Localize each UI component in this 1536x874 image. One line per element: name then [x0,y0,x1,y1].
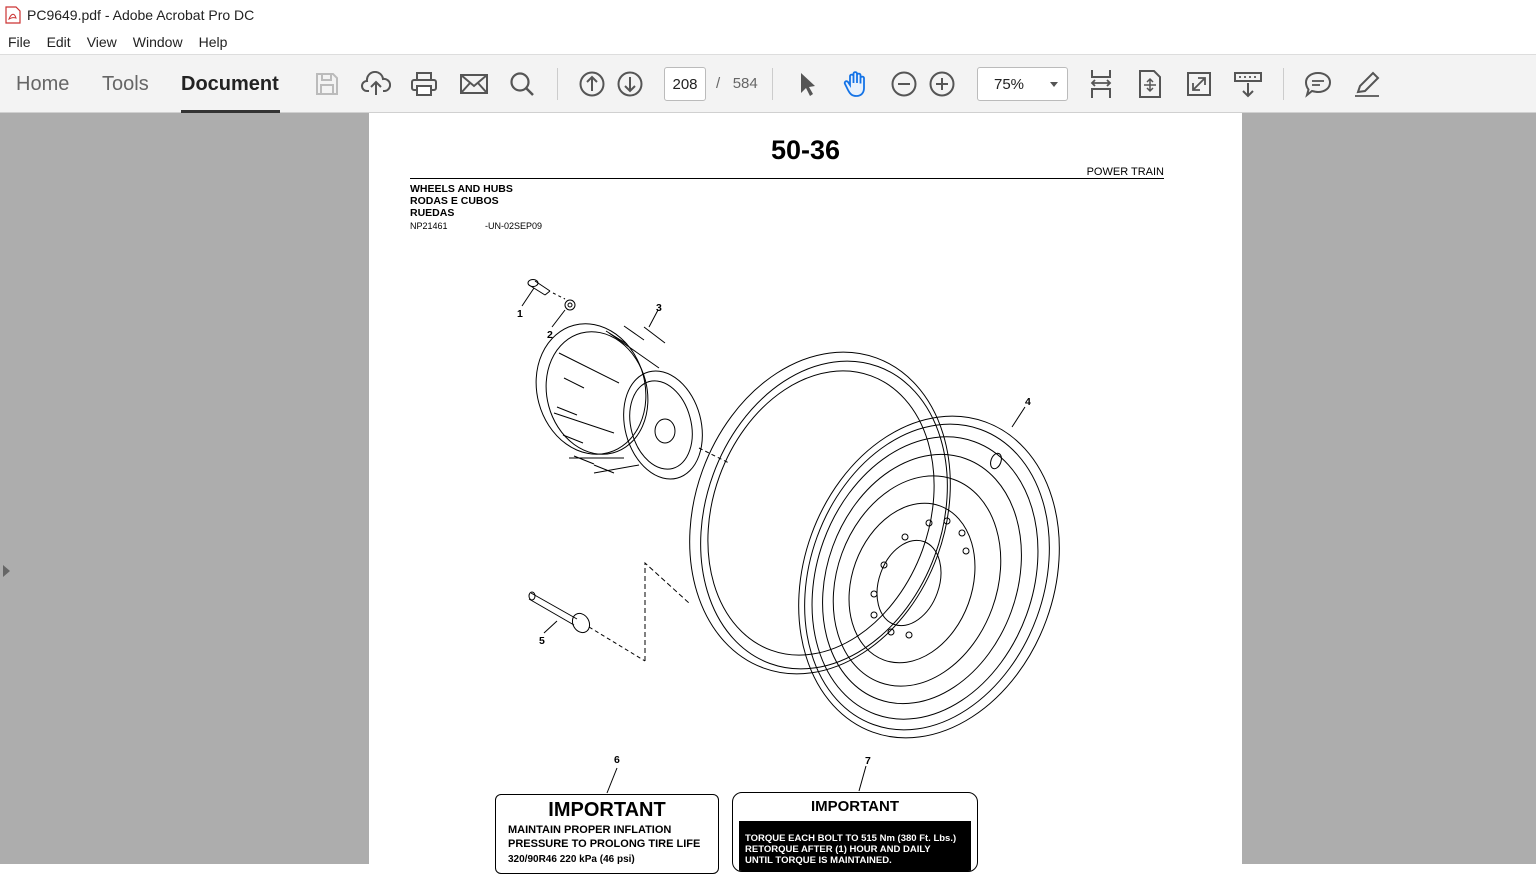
title-bar [0,0,1536,30]
figure-code: -UN-02SEP09 [485,221,543,231]
hand-tool-icon[interactable] [839,67,873,101]
select-cursor-icon[interactable] [790,67,824,101]
fit-page-icon[interactable] [1133,67,1167,101]
menu-edit[interactable]: Edit [46,34,71,50]
callout-4: 4 [1025,396,1031,408]
fit-width-icon[interactable] [1084,67,1118,101]
washer-part [565,300,575,310]
valve-stem-part [529,563,689,661]
tire-pressure-decal [495,794,719,874]
zoom-out-icon[interactable] [887,67,921,101]
decal-7-body [739,821,971,872]
cloud-upload-icon[interactable] [359,67,393,101]
wheel-hub-exploded-diagram [369,113,1242,864]
decal-7-line2: RETORQUE AFTER (1) HOUR AND DAILY [745,844,931,855]
scroll-mode-icon[interactable] [1231,67,1265,101]
heading-spanish: RUEDAS [410,207,455,219]
menu-view[interactable]: View [86,34,117,50]
toolbar-divider [557,68,558,100]
full-screen-icon[interactable] [1182,67,1216,101]
wheel-rim-part [646,315,1103,775]
callout-7: 7 [865,755,871,767]
toolbar-divider [772,68,773,100]
heading-portuguese: RODAS E CUBOS [410,195,499,207]
decal-6-line3: 320/90R46 220 kPa (46 psi) [508,854,635,865]
decal-7-line1: TORQUE EACH BOLT TO 515 Nm (380 Ft. Lbs.) [745,833,957,844]
decal-6-line2: PRESSURE TO PROLONG TIRE LIFE [508,838,701,850]
page-number-input[interactable]: 208 [664,67,706,101]
torque-decal [732,792,978,872]
tab-tools[interactable]: Tools [102,73,149,95]
callout-2: 2 [547,329,553,341]
figure-id: NP21461 [410,221,448,231]
document-viewer[interactable] [0,113,1536,864]
menu-bar [0,30,1536,54]
search-icon[interactable] [505,67,539,101]
callout-3: 3 [656,302,662,314]
pdf-page [369,113,1242,864]
decal-6-title: IMPORTANT [548,799,666,821]
zoom-select[interactable] [977,67,1068,101]
zoom-in-icon[interactable] [925,67,959,101]
menu-help[interactable]: Help [198,34,228,50]
callout-5: 5 [539,635,545,647]
callout-6: 6 [614,754,620,766]
tab-document[interactable]: Document [181,73,279,95]
page-number: 50-36 [770,135,841,165]
callout-1: 1 [517,308,523,320]
email-icon[interactable] [457,67,491,101]
heading-english: WHEELS AND HUBS [410,183,513,195]
print-icon[interactable] [407,67,441,101]
section-title: POWER TRAIN [1086,166,1164,178]
toolbar-divider [1283,68,1284,100]
previous-page-icon[interactable] [575,67,609,101]
sign-pen-icon[interactable] [1350,67,1384,101]
decal-7-title: IMPORTANT [810,798,900,815]
chevron-down-icon [1050,82,1058,87]
page-total: / 584 [716,75,758,92]
zoom-value: 75% [994,75,1025,93]
menu-window[interactable]: Window [132,34,183,50]
window-title: PC9649.pdf - Adobe Acrobat Pro DC [27,7,255,23]
next-page-icon[interactable] [613,67,647,101]
save-icon[interactable] [310,67,344,101]
comment-icon[interactable] [1301,67,1335,101]
pdf-file-icon [5,6,21,24]
decal-6-line1: MAINTAIN PROPER INFLATION [508,824,672,836]
menu-file[interactable]: File [8,34,31,50]
side-panel-expand-icon[interactable] [3,565,10,577]
toolbar [0,54,1536,113]
tab-home[interactable]: Home [16,73,70,95]
decal-7-line3: UNTIL TORQUE IS MAINTAINED. [745,855,892,866]
hub-part [522,311,729,488]
